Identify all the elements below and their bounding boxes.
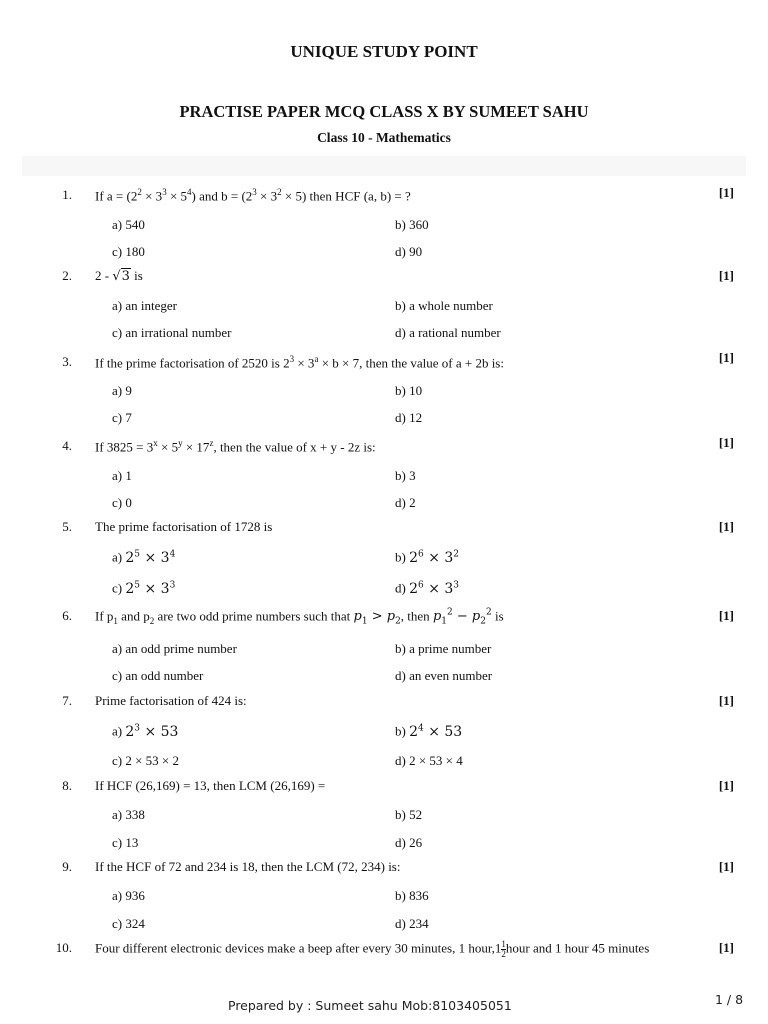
option-a: a) 540 <box>112 217 145 232</box>
footer-credit: Prepared by : Sumeet sahu Mob:8103405051 <box>228 998 512 1013</box>
option-b: b) 3 <box>395 468 416 483</box>
option-b: b) 10 <box>395 383 423 398</box>
marks-label: [1] <box>718 268 734 283</box>
marks-label: [1] <box>718 778 734 793</box>
question-text: 2 - √3 is <box>95 268 143 284</box>
page-indicator: 1 / 8 <box>715 992 744 1007</box>
question-number: 10. <box>55 940 72 955</box>
question-text: If the HCF of 72 and 234 is 18, then the LCM (72, 234) is: <box>95 859 401 874</box>
question-number: 7. <box>62 693 72 708</box>
option-d: d) 90 <box>395 244 423 259</box>
option-c: c) 180 <box>112 244 145 259</box>
option-d: d) a rational number <box>395 325 501 340</box>
question-text: The prime factorisation of 1728 is <box>95 519 273 534</box>
option-c: c) 2 × 53 × 2 <box>112 753 180 768</box>
option-c: c) an irrational number <box>112 325 232 340</box>
option-d: d) an even number <box>395 668 493 683</box>
question-text: Prime factorisation of 424 is: <box>95 693 247 708</box>
option-a: a) an integer <box>112 298 177 313</box>
option-c: c) an odd number <box>112 668 204 683</box>
option-c: c) 13 <box>112 835 139 850</box>
question-text: If $p_1$ and $p_2$ are two odd prime numbers such that $p_1 > p_2$, then $p_1^2 - p_2^2$ is <box>95 608 504 627</box>
option-c: c) 0 <box>112 495 132 510</box>
question-number: 4. <box>62 438 72 453</box>
option-b: b) $2^6 \times 3^2$ <box>395 549 460 566</box>
question-text: If $a = (2^2 \times 3^3 \times 5^4)$ and $b = (2^3 \times 3^2 \times 5)$ then HCF (a, b) = ? <box>95 187 411 204</box>
marks-label: [1] <box>718 693 734 708</box>
question-number: 2. <box>62 268 72 283</box>
marks-label: [1] <box>718 350 734 365</box>
header-band <box>22 156 746 176</box>
option-b: b) 836 <box>395 888 429 903</box>
option-a: a) 338 <box>112 807 145 822</box>
paper-title: PRACTISE PAPER MCQ CLASS X BY SUMEET SAHU <box>179 102 589 121</box>
question-text: Four different electronic devices make a beep after every 30 minutes, 1 hour,1 $\frac{1}{2}$ hour and 1 hour 45 minutes <box>95 939 650 959</box>
option-b: b) a prime number <box>395 641 492 656</box>
question-text: If HCF (26,169) = 13, then LCM (26,169) = <box>95 778 326 793</box>
option-a: a) 9 <box>112 383 132 398</box>
option-a: a) $2^5 \times 3^4$ <box>112 549 176 566</box>
question-text: If $3825 = 3^x \times 5^y \times 17^z$, then the value of x + y - 2z is: <box>95 438 376 455</box>
subject-title: Class 10 - Mathematics <box>317 130 451 145</box>
option-a: a) an odd prime number <box>112 641 237 656</box>
marks-label: [1] <box>718 519 734 534</box>
option-a: a) 936 <box>112 888 145 903</box>
option-d: d) 2 <box>395 495 416 510</box>
option-c: c) 324 <box>112 916 145 931</box>
question-text: If the prime factorisation of 2520 is $2^3 \times 3^a \times b \times 7$, then the value of a + 2b is: <box>95 354 504 371</box>
option-d: d) 234 <box>395 916 429 931</box>
marks-label: [1] <box>718 435 734 450</box>
option-d: d) 12 <box>395 410 423 425</box>
option-d: d) 2 × 53 × 4 <box>395 753 463 768</box>
option-b: b) 52 <box>395 807 423 822</box>
marks-label: [1] <box>718 185 734 200</box>
option-b: b) $2^4 \times 53$ <box>395 723 463 740</box>
option-a: a) $2^3 \times 53$ <box>112 723 179 740</box>
document-title: UNIQUE STUDY POINT <box>290 42 478 61</box>
question-number: 6. <box>62 608 72 623</box>
option-c: c) $2^5 \times 3^3$ <box>112 580 176 597</box>
option-b: b) a whole number <box>395 298 493 313</box>
option-d: d) 26 <box>395 835 423 850</box>
marks-label: [1] <box>718 940 734 955</box>
option-b: b) 360 <box>395 217 429 232</box>
question-number: 1. <box>62 187 72 202</box>
question-number: 3. <box>62 354 72 369</box>
marks-label: [1] <box>718 859 734 874</box>
option-a: a) 1 <box>112 468 132 483</box>
question-number: 5. <box>62 519 72 534</box>
marks-label: [1] <box>718 608 734 623</box>
option-c: c) 7 <box>112 410 132 425</box>
question-number: 8. <box>62 778 72 793</box>
option-d: d) $2^6 \times 3^3$ <box>395 580 460 597</box>
question-number: 9. <box>62 859 72 874</box>
